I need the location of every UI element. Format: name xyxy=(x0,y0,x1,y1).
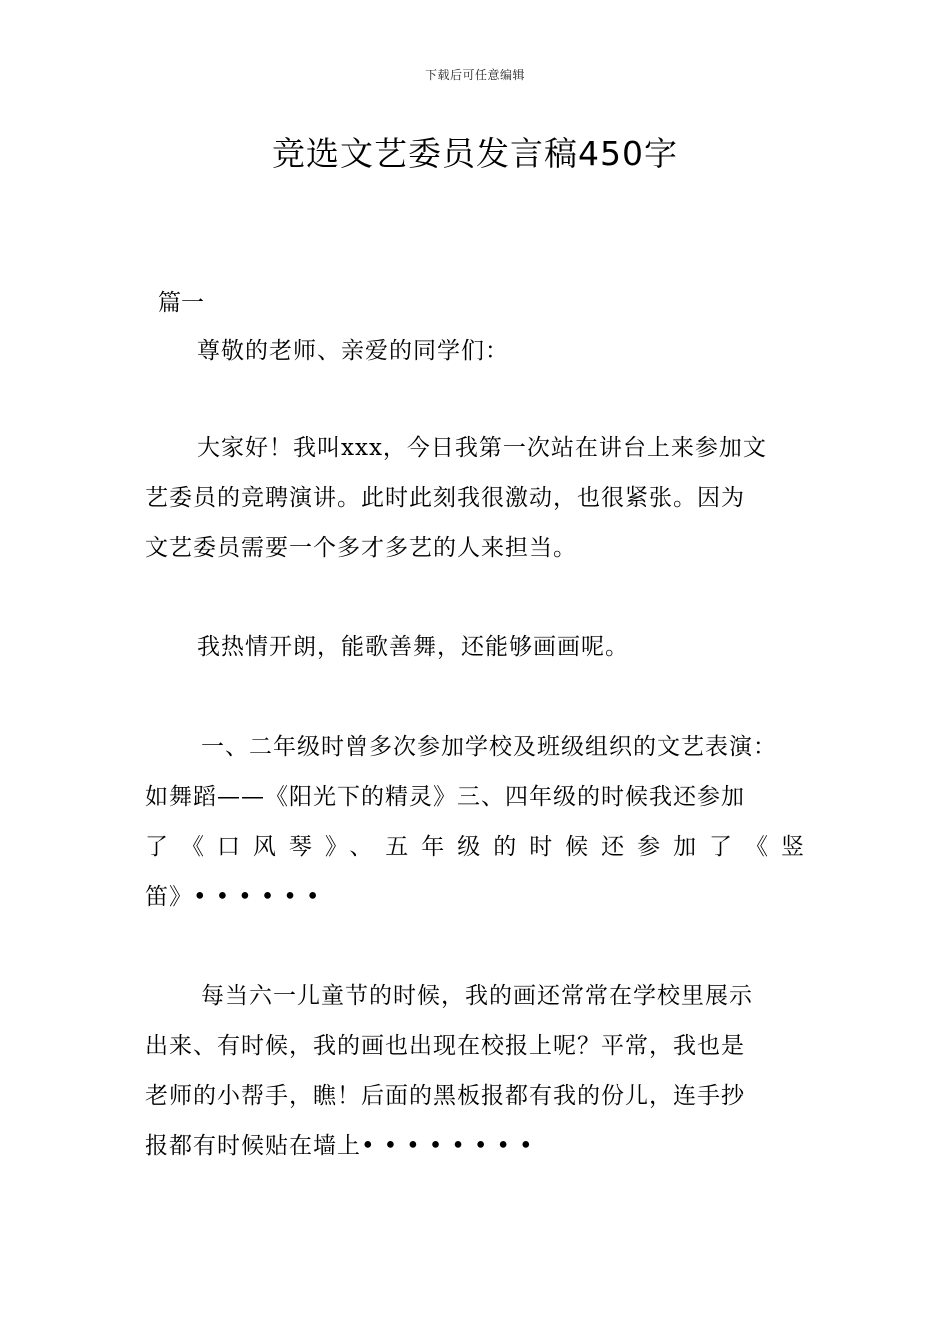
paragraph-3 xyxy=(145,722,825,922)
paragraph-line-spaced: 了《口风琴》、五年级的时候还参加了《竖 xyxy=(145,834,805,860)
paragraph-line: 艺委员的竞聘演讲。此时此刻我很激动，也很紧张。因为 xyxy=(145,485,745,511)
paragraph-line: 我热情开朗，能歌善舞，还能够画画呢。 xyxy=(197,634,629,660)
paragraph-line: 每当六一儿童节的时候，我的画还常常在学校里展示 xyxy=(201,983,753,1009)
paragraph-line: 老师的小帮手，瞧！后面的黑板报都有我的份儿，连手抄 xyxy=(145,1083,745,1109)
header-note: 下载后可任意编辑 xyxy=(424,68,525,82)
greeting xyxy=(145,326,805,376)
paragraph-line: 如舞蹈——《阳光下的精灵》三、四年级的时候我还参加 xyxy=(145,784,745,810)
paragraph-2 xyxy=(145,622,805,672)
paragraph-line xyxy=(145,872,825,922)
paragraph-line: 一、二年级时曾多次参加学校及班级组织的文艺表演： xyxy=(201,734,777,760)
ellipsis-dots: •••••• xyxy=(193,884,329,910)
ellipsis-dots: •••••••• xyxy=(361,1133,542,1159)
document-title: 竞选文艺委员发言稿450字 xyxy=(272,134,678,173)
paragraph-line-text: 报都有时候贴在墙上 xyxy=(145,1133,361,1159)
greeting-text: 尊敬的老师、亲爱的同学们： xyxy=(197,338,509,364)
paragraph-line: 出来、有时候，我的画也出现在校报上呢？平常，我也是 xyxy=(145,1033,745,1059)
section-label: 篇一 xyxy=(158,290,204,316)
paragraph-line: 文艺委员需要一个多才多艺的人来担当。 xyxy=(145,535,577,561)
paragraph-4 xyxy=(145,971,805,1171)
paragraph-1 xyxy=(145,423,805,573)
paragraph-line: 大家好！我叫xxx，今日我第一次站在讲台上来参加文 xyxy=(197,435,767,461)
paragraph-line xyxy=(145,1121,805,1171)
paragraph-line-text: 笛》 xyxy=(145,884,193,910)
